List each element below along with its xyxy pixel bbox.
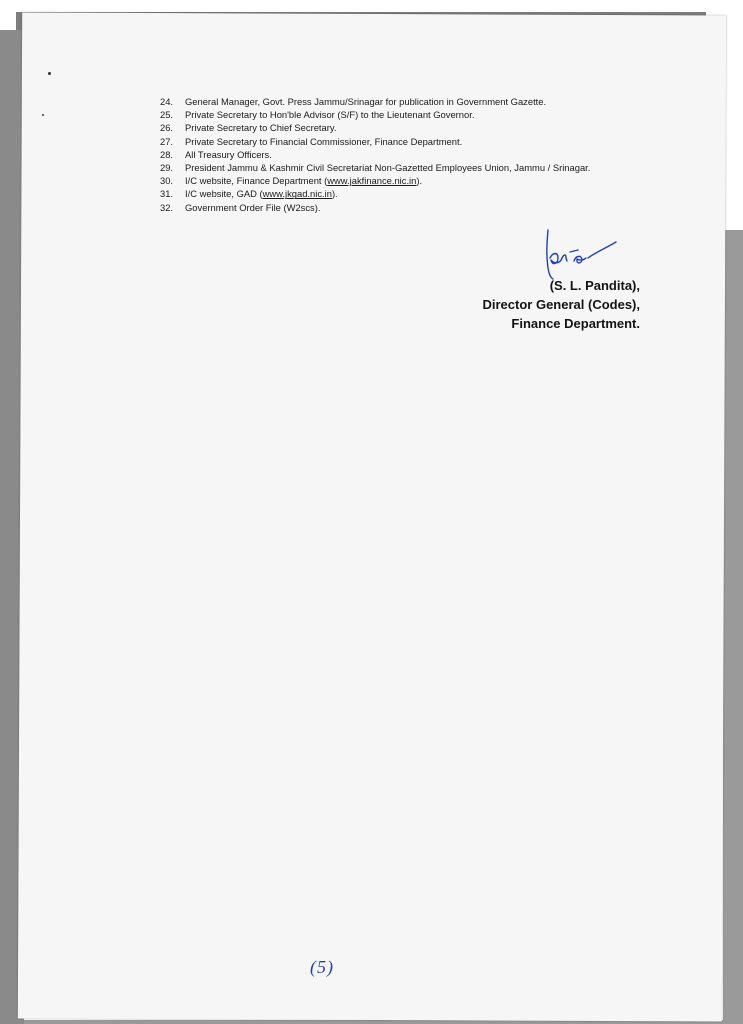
item-text-after: ). <box>331 188 338 200</box>
item-number: 29. <box>160 162 174 174</box>
item-number: 27. <box>160 135 174 147</box>
list-item <box>160 95 640 108</box>
list-item <box>160 201 640 214</box>
signatory-name: (S. L. Pandita), <box>549 278 640 293</box>
item-text-before: I/C website, GAD ( <box>185 188 263 200</box>
list-item <box>160 148 640 161</box>
item-text <box>185 187 640 200</box>
list-item <box>160 174 640 187</box>
item-text: Private Secretary to Chief Secretary. <box>185 122 337 134</box>
list-item <box>160 108 640 121</box>
item-number: 25. <box>160 109 174 121</box>
list-item <box>160 187 640 200</box>
list-item <box>160 161 640 174</box>
item-number: 28. <box>160 148 174 160</box>
handwritten-signature <box>520 228 620 280</box>
item-number: 31. <box>160 188 174 200</box>
scan-speck <box>42 114 44 116</box>
signatory-department: Finance Department. <box>511 316 640 331</box>
item-text-before: I/C website, Finance Department ( <box>185 175 328 187</box>
item-text-after: ). <box>416 175 423 187</box>
scan-edge-right <box>723 230 743 1024</box>
item-number: 32. <box>160 201 174 213</box>
item-text: General Manager, Govt. Press Jammu/Srinagar for publication in Government Gazette. <box>185 96 547 107</box>
finance-website-link[interactable]: www.jakfinance.nic.in <box>327 175 417 187</box>
signature-block <box>440 276 640 333</box>
signatory-designation: Director General (Codes), <box>482 297 640 312</box>
item-text: President Jammu & Kashmir Civil Secretariat Non-Gazetted Employees Union, Jammu / Srinagar. <box>185 162 591 174</box>
gad-website-link[interactable]: www.jkgad.nic.in <box>262 188 332 200</box>
page-number: (5) <box>310 957 334 977</box>
item-text: Private Secretary to Financial Commissioner, Finance Department. <box>185 135 463 147</box>
item-text <box>185 174 640 187</box>
distribution-list <box>160 95 640 214</box>
list-item <box>160 121 640 134</box>
item-text: Private Secretary to Hon'ble Advisor (S/F) to the Lieutenant Governor. <box>185 109 475 121</box>
item-number: 26. <box>160 122 174 134</box>
item-text: Government Order File (W2scs). <box>185 201 321 213</box>
item-number: 30. <box>160 175 174 187</box>
item-text: All Treasury Officers. <box>185 148 272 160</box>
item-number: 24. <box>160 96 174 107</box>
list-item <box>160 135 640 148</box>
scan-speck <box>48 72 51 75</box>
